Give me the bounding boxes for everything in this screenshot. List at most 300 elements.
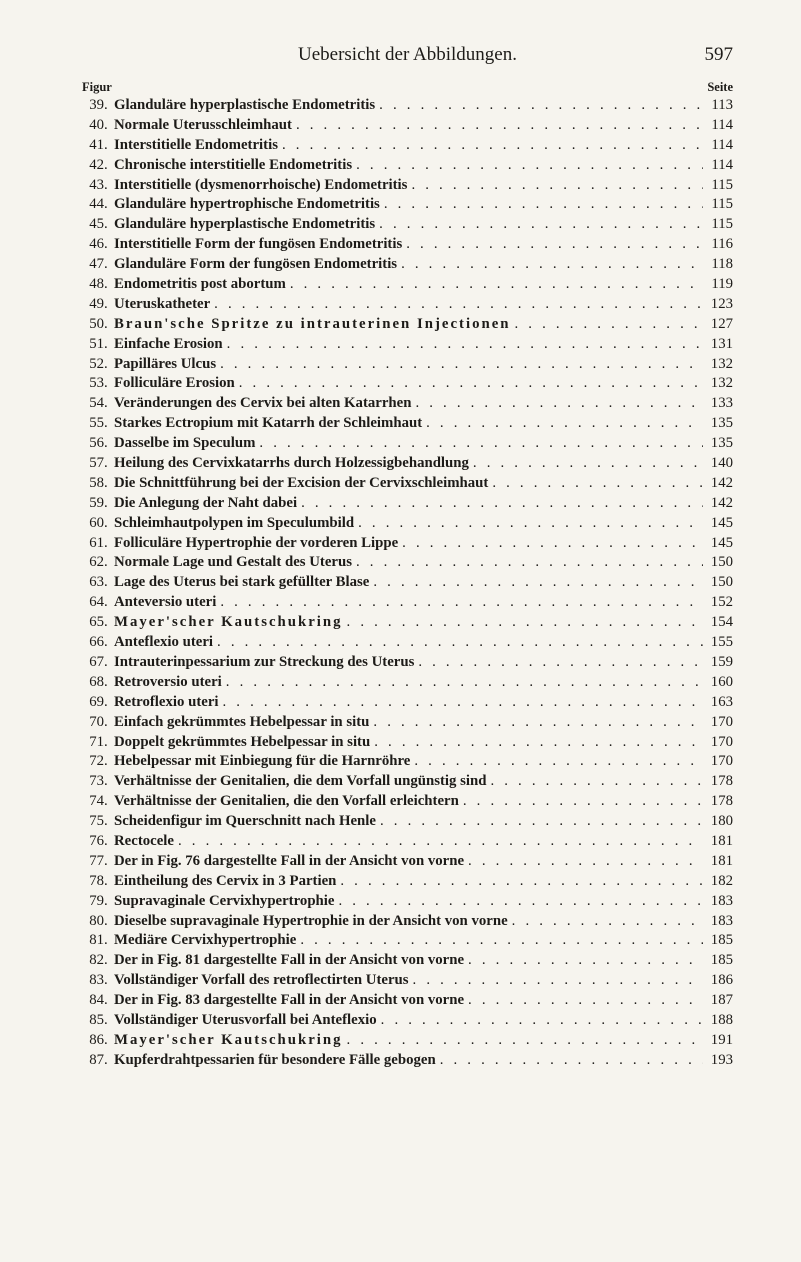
figure-page: 131 xyxy=(710,335,733,352)
figure-caption: Der in Fig. 83 dargestellte Fall in der Ansicht von vorne xyxy=(114,992,465,1009)
figure-page: 182 xyxy=(710,872,733,889)
figure-caption: Glanduläre hyperplastische Endometritis xyxy=(114,216,376,233)
number-period: . xyxy=(104,375,108,392)
figure-number: 42 xyxy=(89,156,104,173)
figure-page: 114 xyxy=(711,136,733,153)
figure-number: 46 xyxy=(89,236,104,253)
figure-number: 87 xyxy=(89,1051,104,1068)
figure-caption: Mediäre Cervixhypertrophie xyxy=(114,932,297,949)
figure-caption: Anteflexio uteri xyxy=(114,634,214,651)
dot-leader xyxy=(219,693,704,713)
number-period: . xyxy=(104,136,108,153)
figure-caption: Papilläres Ulcus xyxy=(114,355,217,372)
figure-number: 60 xyxy=(89,514,104,531)
list-item xyxy=(82,792,733,812)
dot-leader xyxy=(352,553,703,573)
dot-leader xyxy=(334,892,703,912)
number-period: . xyxy=(104,614,108,631)
figure-caption: Eintheilung des Cervix in 3 Partien xyxy=(114,872,337,889)
list-item xyxy=(82,295,733,315)
number-period: . xyxy=(104,455,108,472)
figure-number: 77 xyxy=(89,852,104,869)
figure-page: 154 xyxy=(710,614,733,631)
page-column-heading: Seite xyxy=(707,80,733,94)
figure-caption: Endometritis post abortum xyxy=(114,276,286,293)
figure-number: 82 xyxy=(89,952,104,969)
number-period: . xyxy=(104,534,108,551)
list-item xyxy=(82,136,733,156)
figure-number: 50 xyxy=(89,315,104,332)
list-item xyxy=(82,315,733,335)
list-item xyxy=(82,434,733,454)
list-item xyxy=(82,593,733,613)
number-period: . xyxy=(104,773,108,790)
list-item xyxy=(82,534,733,554)
figure-caption: Mayer'scher Kautschukring xyxy=(114,614,343,631)
number-period: . xyxy=(104,594,108,611)
number-period: . xyxy=(104,216,108,233)
list-item xyxy=(82,832,733,852)
number-period: . xyxy=(104,355,108,372)
list-item xyxy=(82,394,733,414)
list-item xyxy=(82,573,733,593)
figure-caption: Doppelt gekrümmtes Hebelpessar in situ xyxy=(114,733,371,750)
figure-page: 191 xyxy=(710,1031,733,1048)
dot-leader xyxy=(369,573,703,593)
dot-leader xyxy=(486,772,703,792)
number-period: . xyxy=(104,733,108,750)
figure-number: 45 xyxy=(89,216,104,233)
number-period: . xyxy=(104,295,108,312)
list-item xyxy=(82,414,733,434)
figure-number: 72 xyxy=(89,753,104,770)
number-period: . xyxy=(104,852,108,869)
figure-page: 185 xyxy=(710,952,733,969)
figure-number: 57 xyxy=(89,455,104,472)
figure-caption: Kupferdrahtpessarien für besondere Fälle gebogen xyxy=(114,1051,436,1068)
figure-caption: Interstitielle (dysmenorrhoische) Endometritis xyxy=(114,176,408,193)
figure-number: 70 xyxy=(89,713,104,730)
figure-number: 75 xyxy=(89,813,104,830)
figure-page: 187 xyxy=(710,992,733,1009)
dot-leader xyxy=(369,713,703,733)
figure-caption: Der in Fig. 76 dargestellte Fall in der Ansicht von vorne xyxy=(114,852,465,869)
list-item xyxy=(82,713,733,733)
figure-page: 135 xyxy=(710,435,733,452)
dot-leader xyxy=(410,752,703,772)
number-period: . xyxy=(104,1051,108,1068)
list-item xyxy=(82,215,733,235)
number-period: . xyxy=(104,992,108,1009)
number-period: . xyxy=(104,693,108,710)
list-item xyxy=(82,494,733,514)
number-period: . xyxy=(104,832,108,849)
list-item xyxy=(82,951,733,971)
figure-caption: Intrauterinpessarium zur Streckung des Uterus xyxy=(114,653,415,670)
figure-number: 69 xyxy=(89,693,104,710)
number-period: . xyxy=(104,176,108,193)
dot-leader xyxy=(292,116,703,136)
number-period: . xyxy=(104,315,108,332)
figure-number: 62 xyxy=(89,554,104,571)
figure-caption: Normale Uterusschleimhaut xyxy=(114,116,292,133)
figure-caption: Folliculäre Erosion xyxy=(114,375,235,392)
list-item xyxy=(82,474,733,494)
dot-leader xyxy=(235,374,703,394)
figure-caption: Veränderungen des Cervix bei alten Katarrhen xyxy=(114,395,412,412)
number-period: . xyxy=(104,196,108,213)
dot-leader xyxy=(222,673,703,693)
list-item xyxy=(82,872,733,892)
number-period: . xyxy=(104,952,108,969)
figure-page: 185 xyxy=(710,932,733,949)
figure-caption: Uteruskatheter xyxy=(114,295,211,312)
figure-caption: Der in Fig. 81 dargestellte Fall in der Ansicht von vorne xyxy=(114,952,465,969)
dot-leader xyxy=(174,832,703,852)
figure-number: 39 xyxy=(89,97,104,113)
figure-caption: Interstitielle Endometritis xyxy=(114,136,278,153)
dot-leader xyxy=(216,593,703,613)
figure-page: 155 xyxy=(710,634,733,651)
figure-caption: Einfach gekrümmtes Hebelpessar in situ xyxy=(114,713,370,730)
number-period: . xyxy=(104,1031,108,1048)
figure-number: 85 xyxy=(89,1011,104,1028)
figure-page: 180 xyxy=(710,813,733,830)
list-item xyxy=(82,116,733,136)
figure-page: 170 xyxy=(710,733,733,750)
number-period: . xyxy=(104,276,108,293)
figure-caption: Scheidenfigur im Querschnitt nach Henle xyxy=(114,813,376,830)
figure-column-heading: Figur xyxy=(82,80,112,94)
figure-page: 170 xyxy=(710,713,733,730)
figure-page: 119 xyxy=(711,276,733,293)
number-period: . xyxy=(104,97,108,113)
list-item xyxy=(82,613,733,633)
dot-leader xyxy=(377,1011,703,1031)
figure-page: 188 xyxy=(710,1011,733,1028)
list-item xyxy=(82,633,733,653)
dot-leader xyxy=(402,235,703,255)
number-period: . xyxy=(104,813,108,830)
figure-page: 181 xyxy=(710,852,733,869)
dot-leader xyxy=(409,971,703,991)
dot-leader xyxy=(213,633,703,653)
list-item xyxy=(82,156,733,176)
figure-page: 115 xyxy=(711,216,733,233)
figure-caption: Glanduläre hypertrophische Endometritis xyxy=(114,196,380,213)
list-item xyxy=(82,176,733,196)
list-item xyxy=(82,255,733,275)
dot-leader xyxy=(459,792,703,812)
dot-leader xyxy=(469,454,703,474)
figure-number: 71 xyxy=(89,733,104,750)
list-item xyxy=(82,693,733,713)
figure-number: 59 xyxy=(89,494,104,511)
list-item xyxy=(82,653,733,673)
figure-caption: Verhältnisse der Genitalien, die den Vorfall erleichtern xyxy=(114,793,459,810)
list-item xyxy=(82,673,733,693)
list-item xyxy=(82,852,733,872)
number-period: . xyxy=(104,892,108,909)
dot-leader xyxy=(352,156,703,176)
figure-caption: Glanduläre hyperplastische Endometritis xyxy=(114,97,376,113)
figure-caption: Starkes Ectropium mit Katarrh der Schleimhaut xyxy=(114,415,423,432)
figure-page: 150 xyxy=(710,554,733,571)
figure-page: 114 xyxy=(711,116,733,133)
figure-page: 181 xyxy=(710,832,733,849)
figure-number: 54 xyxy=(89,395,104,412)
list-item xyxy=(82,1011,733,1031)
dot-leader xyxy=(422,414,703,434)
dot-leader xyxy=(343,613,703,633)
number-period: . xyxy=(104,116,108,133)
figure-caption: Braun'sche Spritze zu intrauterinen Injectionen xyxy=(114,315,511,332)
number-period: . xyxy=(104,395,108,412)
number-period: . xyxy=(104,335,108,352)
figure-page: 186 xyxy=(710,972,733,989)
dot-leader xyxy=(398,534,703,554)
list-item xyxy=(82,1051,733,1071)
figure-caption: Heilung des Cervixkatarrhs durch Holzessigbehandlung xyxy=(114,455,469,472)
list-item xyxy=(82,1031,733,1051)
figure-caption: Rectocele xyxy=(114,832,174,849)
dot-leader xyxy=(397,255,703,275)
figure-caption: Dasselbe im Speculum xyxy=(114,435,256,452)
figure-number: 43 xyxy=(89,176,104,193)
list-item xyxy=(82,912,733,932)
dot-leader xyxy=(464,852,703,872)
figure-number: 58 xyxy=(89,474,104,491)
list-item xyxy=(82,971,733,991)
column-headings xyxy=(82,80,733,96)
number-period: . xyxy=(104,932,108,949)
number-period: . xyxy=(104,435,108,452)
dot-leader xyxy=(370,733,703,753)
figure-page: 114 xyxy=(711,156,733,173)
figure-page: 145 xyxy=(710,514,733,531)
dot-leader xyxy=(297,494,703,514)
figure-page: 113 xyxy=(711,97,733,113)
figure-page: 178 xyxy=(710,793,733,810)
figure-number: 67 xyxy=(89,653,104,670)
figure-number: 48 xyxy=(89,276,104,293)
figure-number: 55 xyxy=(89,415,104,432)
figure-number: 78 xyxy=(89,872,104,889)
figure-caption: Lage des Uterus bei stark gefüllter Blase xyxy=(114,574,370,591)
figure-page: 132 xyxy=(710,375,733,392)
figure-caption: Retroflexio uteri xyxy=(114,693,219,710)
dot-leader xyxy=(216,355,703,375)
list-item xyxy=(82,355,733,375)
dot-leader xyxy=(411,394,703,414)
figure-page: 140 xyxy=(710,455,733,472)
figure-caption: Anteversio uteri xyxy=(114,594,217,611)
dot-leader xyxy=(375,96,703,116)
figure-caption: Vollständiger Uterusvorfall bei Anteflexio xyxy=(114,1011,377,1028)
number-period: . xyxy=(104,256,108,273)
figure-number: 84 xyxy=(89,992,104,1009)
number-period: . xyxy=(104,972,108,989)
dot-leader xyxy=(255,434,703,454)
figure-number: 86 xyxy=(89,1031,104,1048)
dot-leader xyxy=(414,653,703,673)
dot-leader xyxy=(354,514,703,534)
figure-caption: Schleimhautpolypen im Speculumbild xyxy=(114,514,355,531)
dot-leader xyxy=(278,136,703,156)
figure-page: 160 xyxy=(710,673,733,690)
figure-number: 63 xyxy=(89,574,104,591)
number-period: . xyxy=(104,1011,108,1028)
dot-leader xyxy=(223,335,703,355)
number-period: . xyxy=(104,793,108,810)
figure-page: 118 xyxy=(711,256,733,273)
figure-number: 80 xyxy=(89,912,104,929)
page-header xyxy=(82,44,733,70)
list-item xyxy=(82,991,733,1011)
figure-caption: Supravaginale Cervixhypertrophie xyxy=(114,892,335,909)
dot-leader xyxy=(407,176,703,196)
figure-page: 150 xyxy=(710,574,733,591)
dot-leader xyxy=(488,474,703,494)
figure-caption: Folliculäre Hypertrophie der vorderen Lippe xyxy=(114,534,399,551)
figure-page: 170 xyxy=(710,753,733,770)
number-period: . xyxy=(104,634,108,651)
list-item xyxy=(82,892,733,912)
figure-number: 44 xyxy=(89,196,104,213)
list-item xyxy=(82,195,733,215)
number-period: . xyxy=(104,872,108,889)
figure-number: 65 xyxy=(89,614,104,631)
figure-page: 116 xyxy=(711,236,733,253)
figure-caption: Die Anlegung der Naht dabei xyxy=(114,494,298,511)
number-period: . xyxy=(104,713,108,730)
figure-page: 115 xyxy=(711,176,733,193)
figure-caption: Vollständiger Vorfall des retroflectirten Uterus xyxy=(114,972,409,989)
figure-page: 163 xyxy=(710,693,733,710)
figure-page: 193 xyxy=(710,1051,733,1068)
dot-leader xyxy=(336,872,703,892)
dot-leader xyxy=(464,951,703,971)
list-item xyxy=(82,96,733,116)
figure-number: 47 xyxy=(89,256,104,273)
figure-caption: Die Schnittführung bei der Excision der Cervixschleimhaut xyxy=(114,474,489,491)
number-period: . xyxy=(104,554,108,571)
figure-number: 52 xyxy=(89,355,104,372)
figure-number: 74 xyxy=(89,793,104,810)
list-item xyxy=(82,235,733,255)
figure-page: 142 xyxy=(710,494,733,511)
list-item xyxy=(82,752,733,772)
dot-leader xyxy=(436,1051,703,1071)
dot-leader xyxy=(343,1031,703,1051)
running-title: Uebersicht der Abbildungen. xyxy=(298,44,517,65)
figure-page: 133 xyxy=(710,395,733,412)
dot-leader xyxy=(286,275,703,295)
list-item xyxy=(82,772,733,792)
figure-page: 183 xyxy=(710,892,733,909)
figure-number: 83 xyxy=(89,972,104,989)
figure-caption: Mayer'scher Kautschukring xyxy=(114,1031,343,1048)
figure-number: 73 xyxy=(89,773,104,790)
figure-page: 132 xyxy=(710,355,733,372)
figure-caption: Dieselbe supravaginale Hypertrophie in der Ansicht von vorne xyxy=(114,912,508,929)
list-item xyxy=(82,733,733,753)
list-item xyxy=(82,374,733,394)
figure-number: 66 xyxy=(89,634,104,651)
list-item xyxy=(82,454,733,474)
figure-number: 53 xyxy=(89,375,104,392)
figure-caption: Chronische interstitielle Endometritis xyxy=(114,156,353,173)
figure-page: 183 xyxy=(710,912,733,929)
number-period: . xyxy=(104,156,108,173)
dot-leader xyxy=(296,931,703,951)
dot-leader xyxy=(464,991,703,1011)
figure-caption: Interstitielle Form der fungösen Endometritis xyxy=(114,236,403,253)
number-period: . xyxy=(104,494,108,511)
dot-leader xyxy=(210,295,703,315)
figure-page: 123 xyxy=(710,295,733,312)
figure-caption: Einfache Erosion xyxy=(114,335,223,352)
dot-leader xyxy=(380,195,703,215)
figure-caption: Hebelpessar mit Einbiegung für die Harnröhre xyxy=(114,753,411,770)
number-period: . xyxy=(104,912,108,929)
figure-number: 68 xyxy=(89,673,104,690)
figure-number: 76 xyxy=(89,832,104,849)
list-item xyxy=(82,335,733,355)
figure-page: 115 xyxy=(711,196,733,213)
figure-page: 135 xyxy=(710,415,733,432)
dot-leader xyxy=(375,215,703,235)
list-item xyxy=(82,812,733,832)
figure-caption: Normale Lage und Gestalt des Uterus xyxy=(114,554,352,571)
number-period: . xyxy=(104,514,108,531)
number-period: . xyxy=(104,474,108,491)
dot-leader xyxy=(508,912,703,932)
number-period: . xyxy=(104,574,108,591)
figure-page: 127 xyxy=(710,315,733,332)
figure-number: 51 xyxy=(89,335,104,352)
figure-caption: Retroversio uteri xyxy=(114,673,222,690)
figure-number: 41 xyxy=(89,136,104,153)
list-item xyxy=(82,553,733,573)
dot-leader xyxy=(511,315,704,335)
figure-number: 40 xyxy=(89,116,104,133)
figure-number: 79 xyxy=(89,892,104,909)
figure-number: 61 xyxy=(89,534,104,551)
number-period: . xyxy=(104,753,108,770)
figure-page: 142 xyxy=(710,474,733,491)
figure-number: 56 xyxy=(89,435,104,452)
dot-leader xyxy=(376,812,703,832)
page-number: 597 xyxy=(704,44,733,65)
figure-page: 145 xyxy=(710,534,733,551)
list-item xyxy=(82,514,733,534)
figure-number: 64 xyxy=(89,594,104,611)
number-period: . xyxy=(104,236,108,253)
figure-caption: Glanduläre Form der fungösen Endometritis xyxy=(114,256,398,273)
figure-list xyxy=(82,96,733,1071)
figure-page: 152 xyxy=(710,594,733,611)
number-period: . xyxy=(104,653,108,670)
number-period: . xyxy=(104,415,108,432)
list-item xyxy=(82,931,733,951)
figure-number: 49 xyxy=(89,295,104,312)
figure-page: 178 xyxy=(710,773,733,790)
list-item xyxy=(82,275,733,295)
figure-page: 159 xyxy=(710,653,733,670)
number-period: . xyxy=(104,673,108,690)
figure-number: 81 xyxy=(89,932,104,949)
